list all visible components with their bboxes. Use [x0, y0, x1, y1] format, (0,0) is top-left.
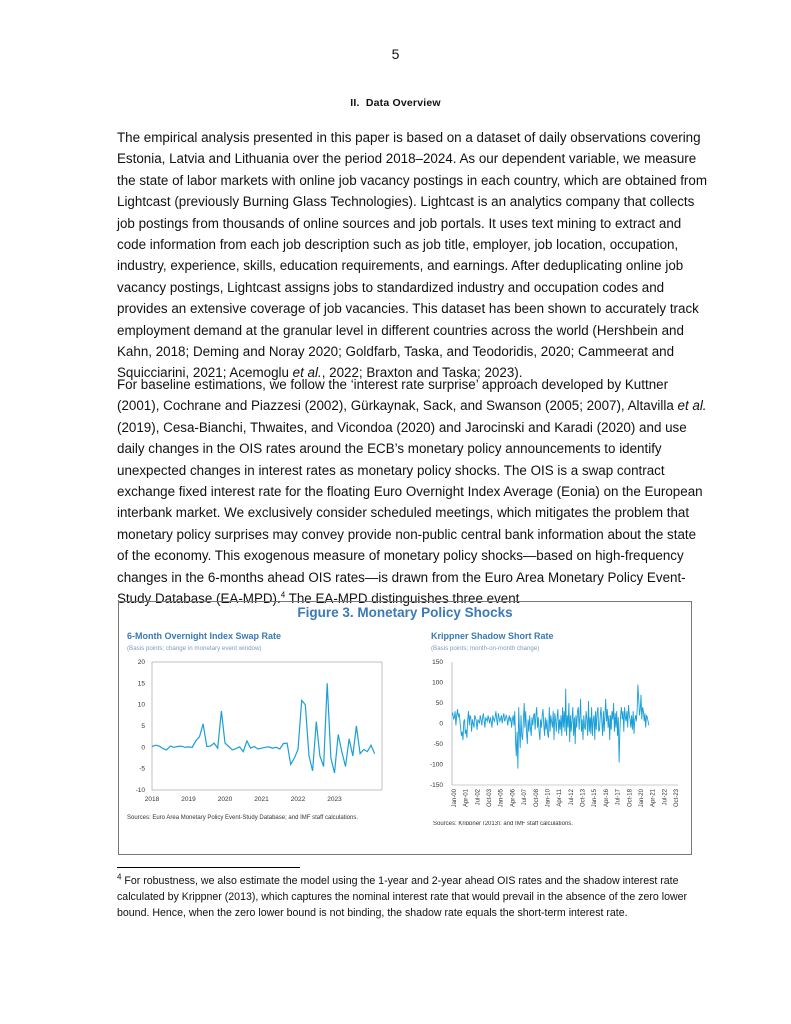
y-tick-label: 50: [435, 700, 443, 707]
x-tick-label: Oct-08: [533, 789, 540, 808]
x-tick-label: Jan-20: [638, 789, 645, 808]
y-tick-label: -150: [429, 782, 443, 789]
plot-area: [152, 662, 382, 790]
y-tick-label: 15: [137, 680, 145, 688]
shadow-rate-series-line: [452, 685, 649, 769]
x-tick-label: Jan-10: [545, 789, 552, 808]
footnote-rule: [117, 867, 300, 868]
x-tick-label: 2018: [144, 796, 160, 803]
x-tick-label: Oct-13: [580, 789, 587, 808]
paragraph-1-text: The empirical analysis presented in this paper is based on a dataset of daily observations covering Estonia, Latvia and Lithuania over the period 2018–2024. As our dependent variable, we measure the state of labor markets with online job vacancy postings in each country, which are obtained from Lightcast (previously Burning Glass Technologies). Lightcast is an analytics company that collects job postings from thousands of online sources and job portals. It uses text mining to extract and code information from each job description such as job title, employer, job location, occupation, industry, experience, skills, education requirements, and earnings. After deduplicating online job vacancy postings, Lightcast assigns jobs to standardized industry and occupation codes and provides an extensive coverage of job vacancies. This dataset has been shown to accurately track employment demand at the granular level in different countries across the world (Hershbein and Kahn, 2018; Deming and Noray 2020; Goldfarb, Taska, and Teodoridis, 2020; Cammeerat and Squicciarini, 2021; Acemoglu: [117, 130, 707, 381]
ois-series-line: [152, 683, 375, 773]
x-tick-label: Apr-01: [463, 789, 470, 808]
paragraph-2-etal: et al.: [677, 398, 707, 414]
right-panel-title: Krippner Shadow Short Rate: [431, 631, 554, 641]
x-tick-label: 2022: [290, 796, 306, 803]
section-heading: [0, 97, 791, 109]
paragraph-2: [117, 374, 707, 609]
section-title: Data Overview: [365, 97, 441, 109]
y-tick-label: 0: [439, 720, 443, 728]
x-tick-label: 2023: [327, 796, 342, 803]
x-tick-label: Apr-06: [510, 789, 517, 808]
x-tick-label: 2021: [254, 796, 269, 803]
x-tick-label: Jan-15: [592, 789, 599, 808]
footnote-reference[interactable]: 4: [280, 590, 286, 600]
x-tick-label: Apr-21: [650, 789, 657, 808]
footnote-4: [117, 873, 713, 921]
paragraph-2-text-b: (2019), Cesa-Bianchi, Thwaites, and Vicondoa (2020) and Jarocinski and Karadi (2020) and use daily changes in the OIS rates around the ECB’s monetary policy announcements to identify unexpected changes in interest rates as monetary policy shocks. The OIS is a swap contract exchange fixed interest rate for the floating Euro Overnight Index Average (Eonia) on the European interbank market. We exclusively consider scheduled meetings, which mitigates the problem that monetary policy surprises may convey provide non-public central bank information about the state of the economy. This exogenous measure of monetary policy shocks—based on high-frequency changes in the 6-months ahead OIS rates—is drawn from the Euro Area Monetary Policy Event-Study Database (EA-MPD).: [117, 419, 703, 607]
paragraph-2-text-a: For baseline estimations, we follow the ‘interest rate surprise’ approach developed by Kuttner (2001), Cochrane and Piazzesi (2002), Gürkaynak, Sack, and Swanson (2005; 2007), Altavilla: [117, 377, 678, 414]
x-tick-label: Oct-23: [674, 789, 680, 808]
y-tick-label: 0: [141, 744, 145, 752]
x-tick-label: Apr-16: [603, 789, 610, 808]
paragraph-1-end: , 2022; Braxton and Taska; 2023).: [321, 365, 523, 381]
x-tick-label: Jul-22: [662, 789, 669, 806]
footnote-text: For robustness, we also estimate the model using the 1-year and 2-year ahead OIS rates and the shadow interest rate calculated by Krippner (2013), which captures the nominal interest rate that would prevail in the absence of the zero lower bound. Hence, when the zero lower bound is not binding, the shadow rate equals the short-term interest rate.: [117, 875, 688, 919]
y-tick-label: -100: [429, 761, 443, 769]
paragraph-1-etal: et al.: [292, 365, 322, 381]
y-tick-label: 150: [432, 659, 443, 666]
figure-title: Figure 3. Monetary Policy Shocks: [297, 605, 513, 620]
y-tick-label: -10: [135, 787, 145, 794]
y-tick-label: -5: [139, 765, 145, 773]
page-number: 5: [391, 46, 400, 62]
section-number: II.: [350, 97, 360, 109]
x-tick-label: 2020: [217, 796, 233, 803]
left-panel-title: 6-Month Overnight Index Swap Rate: [127, 631, 282, 641]
paragraph-1: [117, 127, 707, 384]
x-tick-label: Jul-07: [522, 789, 529, 806]
footnote-mark: 4: [117, 872, 122, 882]
x-tick-label: Jan-00: [452, 789, 458, 808]
x-tick-label: Jul-12: [568, 789, 575, 806]
x-tick-label: Jan-05: [498, 789, 505, 808]
left-panel-source: Sources: Euro Area Monetary Policy Event-Study Database; and IMF staff calculations.: [127, 815, 359, 821]
paragraph-2-text-c: The EA-MPD distinguishes three event: [285, 591, 520, 607]
y-tick-label: -50: [433, 741, 443, 748]
left-panel-subtitle: (Basis points; change in monetary event window): [127, 645, 262, 652]
x-tick-label: Oct-03: [487, 789, 494, 808]
x-tick-label: Jul-02: [475, 789, 482, 806]
shadow-rate-chart: [424, 654, 690, 822]
right-panel-subtitle: (Basis points; month-on-month change): [431, 645, 540, 652]
x-tick-label: Jul-17: [615, 789, 622, 806]
right-panel-source: Sources: Krippner (2013); and IMF staff calculations.: [433, 821, 573, 825]
ois-chart: [126, 654, 396, 814]
y-tick-label: 10: [137, 701, 145, 709]
y-tick-label: 5: [141, 723, 145, 730]
y-tick-label: 20: [137, 659, 145, 666]
x-tick-label: Oct-18: [627, 789, 634, 808]
y-tick-label: 100: [432, 679, 443, 687]
x-tick-label: Apr-11: [557, 789, 564, 807]
x-tick-label: 2019: [181, 796, 196, 803]
